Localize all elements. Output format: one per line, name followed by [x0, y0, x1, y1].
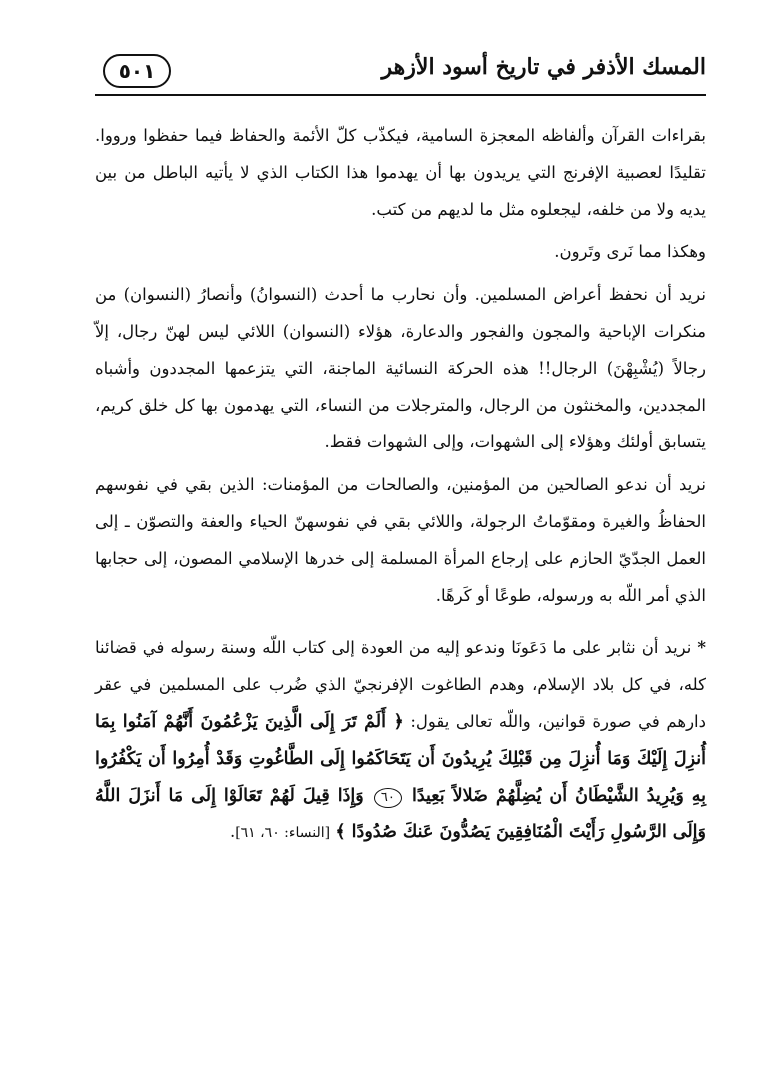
star-bullet: * [697, 638, 706, 658]
paragraph-2: وهكذا مما نَرى وتَرون. [554, 242, 706, 262]
final-period: . [229, 822, 236, 842]
paragraph-5-intro: نريد أن نثابر على ما دَعَونَا وندعو إليه من العودة إلى كتاب اللّه وسنة رسوله في قضائنا كله، في كل بلاد الإسلام، وهدم الطاغوت الإفرنجيّ الذي ضُرب على المسلمين في عقر دارهم في صورة قوانين، واللّه تعالى يقول: [95, 638, 706, 731]
surah-reference: [النساء: ٦٠، ٦١] [235, 825, 331, 842]
header-rule [95, 94, 706, 96]
page-body [95, 118, 706, 852]
quran-verse-part-2: وَإِذَا قِيلَ لَهُمْ تَعَالَوْا إِلَى مَا أَنزَلَ اللَّهُ وَإِلَى الرَّسُولِ رَأَيْتَ الْمُنَافِقِينَ يَصُدُّونَ عَنكَ صُدُودًا ﴾ [95, 785, 706, 843]
page-number: ٥٠١ [103, 54, 171, 88]
page-header [95, 52, 706, 96]
quran-verse-part-1: ﴿ أَلَمْ تَرَ إِلَى الَّذِينَ يَزْعُمُونَ أَنَّهُمْ آمَنُوا بِمَا أُنزِلَ إِلَيْكَ وَمَا أُنزِلَ مِن قَبْلِكَ يُرِيدُونَ أَن يَتَحَاكَمُوا إِلَى الطَّاغُوتِ وَقَدْ أُمِرُوا أَن يَكْفُرُوا بِهِ وَيُرِيدُ الشَّيْطَانُ أَن يُضِلَّهُمْ ضَلالاً بَعِيدًا [95, 711, 707, 806]
paragraph-3: نريد أن نحفظ أعراض المسلمين. وأن نحارب ما أحدث (النسوانُ) وأنصارُ (النسوان) من منكرات الإباحية والمجون والفجور والدعارة، هؤلاء (النسوان) اللائي ليس لهنّ رجال، إلاّ رجالاً (يُشْبِهْنَ) الرجال!! هذه الحركة النسائية الماجنة، التي يتزعمها المجددون وأشباه المجددين، والمخنثون من الرجال، والمترجلات من النساء، التي يهدمون بها كل خلق كريم، يتسابق أولئك وهؤلاء إلى الشهوات، وإلى الشهوات فقط. [95, 285, 706, 452]
paragraph-5 [95, 630, 706, 852]
ayah-number-marker: ٦٠ [374, 788, 402, 808]
running-title: المسك الأذفر في تاريخ أسود الأزهر [381, 54, 706, 80]
paragraph-4: نريد أن ندعو الصالحين من المؤمنين، والصالحات من المؤمنات: الذين بقي في نفوسهم الحفاظُ والغيرة ومقوّماتُ الرجولة، واللائي بقي في نفوسهنّ الحياء والعفة والتصوّن ـ إلى العمل الجدّيّ الحازم على إرجاع المرأة المسلمة إلى خدرها الإسلامي المصون، إلى حجابها الذي أمر اللّه به ورسوله، طوعًا أو كَرهًا. [95, 475, 706, 605]
paragraph-1: بقراءات القرآن وألفاظه المعجزة السامية، فيكذّب كلّ الأئمة والحفاظ فيما حفظوا ورووا. تقليدًا لعصبية الإفرنج التي يريدون بها أن يهدموا هذا الكتاب الذي لا يأتيه الباطل من بين يديه ولا من خلفه، ليجعلوه مثل ما لديهم من كتب. [95, 126, 706, 219]
